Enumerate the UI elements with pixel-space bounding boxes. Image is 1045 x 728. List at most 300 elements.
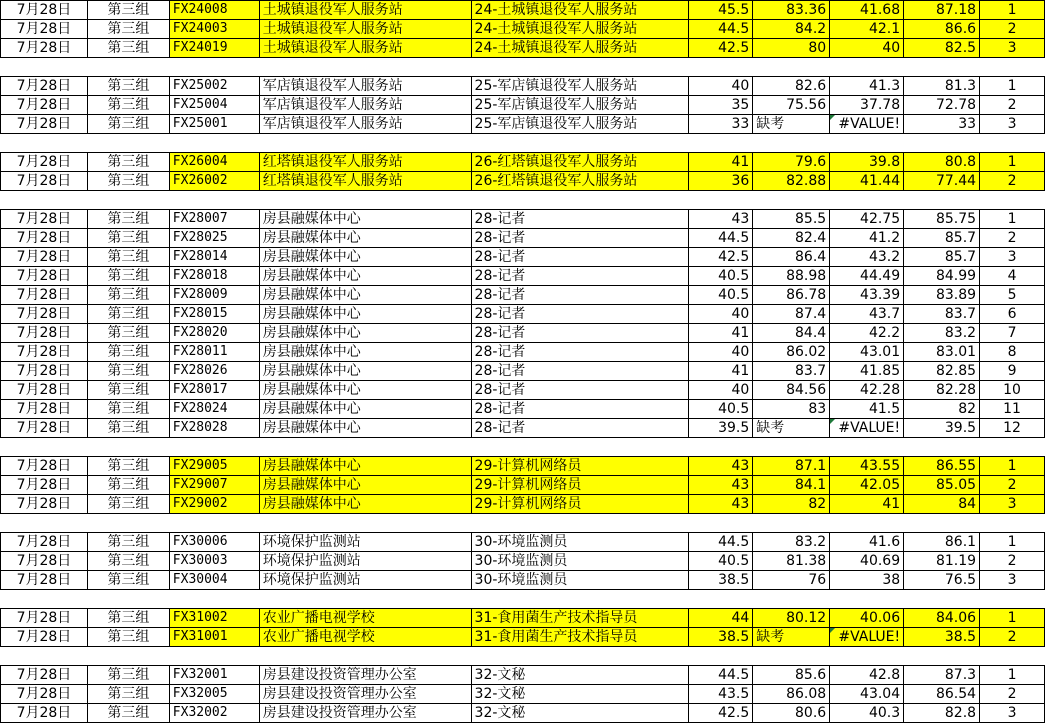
interview-score-cell[interactable]: 82.6 xyxy=(753,77,830,96)
candidate-id-cell[interactable]: FX25001 xyxy=(169,115,259,134)
candidate-id-cell[interactable]: FX24003 xyxy=(169,20,259,39)
group-cell[interactable]: 第三组 xyxy=(87,172,169,191)
empty-cell[interactable] xyxy=(259,514,471,533)
employer-cell[interactable]: 房县融媒体中心 xyxy=(259,210,471,229)
group-cell[interactable]: 第三组 xyxy=(87,96,169,115)
empty-cell[interactable] xyxy=(169,191,259,210)
date-cell[interactable]: 7月28日 xyxy=(1,419,88,438)
employer-cell[interactable]: 红塔镇退役军人服务站 xyxy=(259,153,471,172)
total-score-cell[interactable]: 77.44 xyxy=(904,172,980,191)
empty-cell[interactable] xyxy=(471,58,689,77)
group-cell[interactable]: 第三组 xyxy=(87,77,169,96)
total-score-cell[interactable]: 85.75 xyxy=(904,210,980,229)
candidate-id-cell[interactable]: FX31002 xyxy=(169,609,259,628)
total-score-cell[interactable]: 82.8 xyxy=(904,704,980,723)
interview-weighted-cell[interactable]: 41.85 xyxy=(830,362,904,381)
candidate-id-cell[interactable]: FX28025 xyxy=(169,229,259,248)
interview-score-cell[interactable]: 81.38 xyxy=(753,552,830,571)
rank-cell[interactable]: 3 xyxy=(980,495,1045,514)
total-score-cell[interactable]: 86.55 xyxy=(904,457,980,476)
group-cell[interactable]: 第三组 xyxy=(87,495,169,514)
employer-cell[interactable]: 房县建设投资管理办公室 xyxy=(259,666,471,685)
date-cell[interactable]: 7月28日 xyxy=(1,324,88,343)
written-score-cell[interactable]: 33 xyxy=(689,115,753,134)
position-cell[interactable]: 28-记者 xyxy=(471,248,689,267)
interview-weighted-cell[interactable]: 41.44 xyxy=(830,172,904,191)
written-score-cell[interactable]: 44.5 xyxy=(689,229,753,248)
employer-cell[interactable]: 房县融媒体中心 xyxy=(259,248,471,267)
rank-cell[interactable]: 2 xyxy=(980,172,1045,191)
position-cell[interactable]: 31-食用菌生产技术指导员 xyxy=(471,628,689,647)
total-score-cell[interactable]: 81.3 xyxy=(904,77,980,96)
position-cell[interactable]: 28-记者 xyxy=(471,324,689,343)
employer-cell[interactable]: 农业广播电视学校 xyxy=(259,628,471,647)
candidate-id-cell[interactable]: FX26004 xyxy=(169,153,259,172)
rank-cell[interactable]: 1 xyxy=(980,210,1045,229)
total-score-cell[interactable]: 87.18 xyxy=(904,1,980,20)
interview-score-cell[interactable]: 85.6 xyxy=(753,666,830,685)
date-cell[interactable]: 7月28日 xyxy=(1,400,88,419)
employer-cell[interactable]: 军店镇退役军人服务站 xyxy=(259,96,471,115)
empty-cell[interactable] xyxy=(169,58,259,77)
interview-score-cell[interactable]: 87.1 xyxy=(753,457,830,476)
total-score-cell[interactable]: 86.54 xyxy=(904,685,980,704)
written-score-cell[interactable]: 44.5 xyxy=(689,666,753,685)
candidate-id-cell[interactable]: FX25004 xyxy=(169,96,259,115)
position-cell[interactable]: 25-军店镇退役军人服务站 xyxy=(471,77,689,96)
candidate-id-cell[interactable]: FX28007 xyxy=(169,210,259,229)
candidate-id-cell[interactable]: FX28014 xyxy=(169,248,259,267)
position-cell[interactable]: 28-记者 xyxy=(471,381,689,400)
written-score-cell[interactable]: 42.5 xyxy=(689,704,753,723)
rank-cell[interactable]: 9 xyxy=(980,362,1045,381)
employer-cell[interactable]: 房县融媒体中心 xyxy=(259,495,471,514)
interview-weighted-cell[interactable]: 40.06 xyxy=(830,609,904,628)
total-score-cell[interactable]: 83.2 xyxy=(904,324,980,343)
position-cell[interactable]: 26-红塔镇退役军人服务站 xyxy=(471,172,689,191)
group-cell[interactable]: 第三组 xyxy=(87,571,169,590)
interview-score-cell[interactable]: 84.56 xyxy=(753,381,830,400)
interview-weighted-cell[interactable]: #VALUE! xyxy=(830,115,904,134)
employer-cell[interactable]: 土城镇退役军人服务站 xyxy=(259,39,471,58)
rank-cell[interactable]: 1 xyxy=(980,1,1045,20)
position-cell[interactable]: 28-记者 xyxy=(471,362,689,381)
rank-cell[interactable]: 3 xyxy=(980,248,1045,267)
written-score-cell[interactable]: 40.5 xyxy=(689,286,753,305)
group-cell[interactable]: 第三组 xyxy=(87,229,169,248)
written-score-cell[interactable]: 43 xyxy=(689,457,753,476)
group-cell[interactable]: 第三组 xyxy=(87,552,169,571)
position-cell[interactable]: 32-文秘 xyxy=(471,704,689,723)
empty-cell[interactable] xyxy=(87,58,169,77)
employer-cell[interactable]: 房县融媒体中心 xyxy=(259,305,471,324)
rank-cell[interactable]: 1 xyxy=(980,666,1045,685)
interview-score-cell[interactable]: 84.2 xyxy=(753,20,830,39)
empty-cell[interactable] xyxy=(87,514,169,533)
empty-cell[interactable] xyxy=(904,514,980,533)
empty-cell[interactable] xyxy=(753,590,830,609)
interview-score-cell[interactable]: 87.4 xyxy=(753,305,830,324)
group-cell[interactable]: 第三组 xyxy=(87,153,169,172)
total-score-cell[interactable]: 83.01 xyxy=(904,343,980,362)
position-cell[interactable]: 24-土城镇退役军人服务站 xyxy=(471,39,689,58)
date-cell[interactable]: 7月28日 xyxy=(1,115,88,134)
empty-cell[interactable] xyxy=(169,590,259,609)
empty-cell[interactable] xyxy=(980,438,1045,457)
employer-cell[interactable]: 农业广播电视学校 xyxy=(259,609,471,628)
date-cell[interactable]: 7月28日 xyxy=(1,77,88,96)
empty-cell[interactable] xyxy=(87,438,169,457)
empty-cell[interactable] xyxy=(980,647,1045,666)
candidate-id-cell[interactable]: FX32002 xyxy=(169,704,259,723)
employer-cell[interactable]: 土城镇退役军人服务站 xyxy=(259,20,471,39)
total-score-cell[interactable]: 82.5 xyxy=(904,39,980,58)
employer-cell[interactable]: 房县融媒体中心 xyxy=(259,457,471,476)
interview-weighted-cell[interactable]: 38 xyxy=(830,571,904,590)
written-score-cell[interactable]: 40.5 xyxy=(689,267,753,286)
candidate-id-cell[interactable]: FX24019 xyxy=(169,39,259,58)
interview-score-cell[interactable]: 80.6 xyxy=(753,704,830,723)
group-cell[interactable]: 第三组 xyxy=(87,400,169,419)
rank-cell[interactable]: 3 xyxy=(980,115,1045,134)
interview-score-cell[interactable]: 82.88 xyxy=(753,172,830,191)
written-score-cell[interactable]: 44.5 xyxy=(689,20,753,39)
empty-cell[interactable] xyxy=(1,134,88,153)
interview-score-cell[interactable]: 83.7 xyxy=(753,362,830,381)
employer-cell[interactable]: 房县融媒体中心 xyxy=(259,362,471,381)
empty-cell[interactable] xyxy=(259,58,471,77)
interview-score-cell[interactable]: 80 xyxy=(753,39,830,58)
empty-cell[interactable] xyxy=(471,134,689,153)
empty-cell[interactable] xyxy=(169,514,259,533)
written-score-cell[interactable]: 36 xyxy=(689,172,753,191)
date-cell[interactable]: 7月28日 xyxy=(1,495,88,514)
empty-cell[interactable] xyxy=(904,191,980,210)
group-cell[interactable]: 第三组 xyxy=(87,20,169,39)
written-score-cell[interactable]: 42.5 xyxy=(689,248,753,267)
written-score-cell[interactable]: 44 xyxy=(689,609,753,628)
group-cell[interactable]: 第三组 xyxy=(87,39,169,58)
candidate-id-cell[interactable]: FX28024 xyxy=(169,400,259,419)
written-score-cell[interactable]: 43.5 xyxy=(689,685,753,704)
interview-weighted-cell[interactable]: 42.8 xyxy=(830,666,904,685)
candidate-id-cell[interactable]: FX25002 xyxy=(169,77,259,96)
interview-score-cell[interactable]: 79.6 xyxy=(753,153,830,172)
interview-weighted-cell[interactable]: 43.2 xyxy=(830,248,904,267)
candidate-id-cell[interactable]: FX28015 xyxy=(169,305,259,324)
interview-score-cell[interactable]: 83.2 xyxy=(753,533,830,552)
empty-cell[interactable] xyxy=(830,191,904,210)
candidate-id-cell[interactable]: FX28009 xyxy=(169,286,259,305)
empty-cell[interactable] xyxy=(87,191,169,210)
interview-score-cell[interactable]: 82.4 xyxy=(753,229,830,248)
interview-score-cell[interactable]: 82 xyxy=(753,495,830,514)
date-cell[interactable]: 7月28日 xyxy=(1,609,88,628)
total-score-cell[interactable]: 85.7 xyxy=(904,248,980,267)
empty-cell[interactable] xyxy=(259,647,471,666)
interview-score-cell[interactable]: 缺考 xyxy=(753,115,830,134)
group-cell[interactable]: 第三组 xyxy=(87,628,169,647)
candidate-id-cell[interactable]: FX31001 xyxy=(169,628,259,647)
position-cell[interactable]: 29-计算机网络员 xyxy=(471,457,689,476)
employer-cell[interactable]: 土城镇退役军人服务站 xyxy=(259,1,471,20)
rank-cell[interactable]: 1 xyxy=(980,533,1045,552)
total-score-cell[interactable]: 82.85 xyxy=(904,362,980,381)
empty-cell[interactable] xyxy=(1,647,88,666)
date-cell[interactable]: 7月28日 xyxy=(1,476,88,495)
position-cell[interactable]: 24-土城镇退役军人服务站 xyxy=(471,1,689,20)
rank-cell[interactable]: 2 xyxy=(980,96,1045,115)
group-cell[interactable]: 第三组 xyxy=(87,666,169,685)
group-cell[interactable]: 第三组 xyxy=(87,476,169,495)
empty-cell[interactable] xyxy=(904,590,980,609)
candidate-id-cell[interactable]: FX28018 xyxy=(169,267,259,286)
total-score-cell[interactable]: 80.8 xyxy=(904,153,980,172)
employer-cell[interactable]: 房县融媒体中心 xyxy=(259,400,471,419)
written-score-cell[interactable]: 44.5 xyxy=(689,533,753,552)
candidate-id-cell[interactable]: FX30006 xyxy=(169,533,259,552)
total-score-cell[interactable]: 72.78 xyxy=(904,96,980,115)
empty-cell[interactable] xyxy=(1,58,88,77)
candidate-id-cell[interactable]: FX28020 xyxy=(169,324,259,343)
total-score-cell[interactable]: 81.19 xyxy=(904,552,980,571)
position-cell[interactable]: 32-文秘 xyxy=(471,666,689,685)
empty-cell[interactable] xyxy=(471,191,689,210)
interview-weighted-cell[interactable]: 42.28 xyxy=(830,381,904,400)
position-cell[interactable]: 28-记者 xyxy=(471,305,689,324)
interview-weighted-cell[interactable]: 41.68 xyxy=(830,1,904,20)
rank-cell[interactable]: 12 xyxy=(980,419,1045,438)
interview-weighted-cell[interactable]: 40 xyxy=(830,39,904,58)
employer-cell[interactable]: 房县融媒体中心 xyxy=(259,267,471,286)
candidate-id-cell[interactable]: FX29007 xyxy=(169,476,259,495)
rank-cell[interactable]: 2 xyxy=(980,685,1045,704)
group-cell[interactable]: 第三组 xyxy=(87,324,169,343)
empty-cell[interactable] xyxy=(1,514,88,533)
interview-weighted-cell[interactable]: 43.01 xyxy=(830,343,904,362)
position-cell[interactable]: 30-环境监测员 xyxy=(471,552,689,571)
rank-cell[interactable]: 7 xyxy=(980,324,1045,343)
empty-cell[interactable] xyxy=(904,647,980,666)
rank-cell[interactable]: 1 xyxy=(980,609,1045,628)
empty-cell[interactable] xyxy=(904,438,980,457)
empty-cell[interactable] xyxy=(87,134,169,153)
interview-weighted-cell[interactable]: #VALUE! xyxy=(830,628,904,647)
empty-cell[interactable] xyxy=(753,514,830,533)
empty-cell[interactable] xyxy=(471,590,689,609)
written-score-cell[interactable]: 40 xyxy=(689,343,753,362)
position-cell[interactable]: 26-红塔镇退役军人服务站 xyxy=(471,153,689,172)
interview-weighted-cell[interactable]: 43.04 xyxy=(830,685,904,704)
candidate-id-cell[interactable]: FX26002 xyxy=(169,172,259,191)
employer-cell[interactable]: 房县融媒体中心 xyxy=(259,229,471,248)
written-score-cell[interactable]: 43 xyxy=(689,210,753,229)
interview-score-cell[interactable]: 85.5 xyxy=(753,210,830,229)
interview-score-cell[interactable]: 84.1 xyxy=(753,476,830,495)
position-cell[interactable]: 25-军店镇退役军人服务站 xyxy=(471,115,689,134)
date-cell[interactable]: 7月28日 xyxy=(1,381,88,400)
candidate-id-cell[interactable]: FX30004 xyxy=(169,571,259,590)
group-cell[interactable]: 第三组 xyxy=(87,704,169,723)
empty-cell[interactable] xyxy=(689,647,753,666)
written-score-cell[interactable]: 39.5 xyxy=(689,419,753,438)
total-score-cell[interactable]: 86.6 xyxy=(904,20,980,39)
empty-cell[interactable] xyxy=(471,438,689,457)
interview-weighted-cell[interactable]: #VALUE! xyxy=(830,419,904,438)
position-cell[interactable]: 31-食用菌生产技术指导员 xyxy=(471,609,689,628)
empty-cell[interactable] xyxy=(753,134,830,153)
rank-cell[interactable]: 2 xyxy=(980,229,1045,248)
date-cell[interactable]: 7月28日 xyxy=(1,286,88,305)
empty-cell[interactable] xyxy=(259,438,471,457)
total-score-cell[interactable]: 86.1 xyxy=(904,533,980,552)
employer-cell[interactable]: 房县融媒体中心 xyxy=(259,419,471,438)
empty-cell[interactable] xyxy=(753,191,830,210)
candidate-id-cell[interactable]: FX24008 xyxy=(169,1,259,20)
group-cell[interactable]: 第三组 xyxy=(87,305,169,324)
interview-weighted-cell[interactable]: 42.05 xyxy=(830,476,904,495)
empty-cell[interactable] xyxy=(830,647,904,666)
rank-cell[interactable]: 1 xyxy=(980,77,1045,96)
empty-cell[interactable] xyxy=(980,134,1045,153)
total-score-cell[interactable]: 33 xyxy=(904,115,980,134)
total-score-cell[interactable]: 83.89 xyxy=(904,286,980,305)
interview-score-cell[interactable]: 缺考 xyxy=(753,419,830,438)
rank-cell[interactable]: 3 xyxy=(980,571,1045,590)
group-cell[interactable]: 第三组 xyxy=(87,457,169,476)
candidate-id-cell[interactable]: FX29002 xyxy=(169,495,259,514)
employer-cell[interactable]: 房县融媒体中心 xyxy=(259,324,471,343)
date-cell[interactable]: 7月28日 xyxy=(1,210,88,229)
group-cell[interactable]: 第三组 xyxy=(87,115,169,134)
interview-weighted-cell[interactable]: 43.7 xyxy=(830,305,904,324)
total-score-cell[interactable]: 85.7 xyxy=(904,229,980,248)
empty-cell[interactable] xyxy=(1,590,88,609)
employer-cell[interactable]: 环境保护监测站 xyxy=(259,552,471,571)
total-score-cell[interactable]: 76.5 xyxy=(904,571,980,590)
written-score-cell[interactable]: 40 xyxy=(689,305,753,324)
date-cell[interactable]: 7月28日 xyxy=(1,229,88,248)
rank-cell[interactable]: 3 xyxy=(980,704,1045,723)
total-score-cell[interactable]: 84.06 xyxy=(904,609,980,628)
empty-cell[interactable] xyxy=(169,134,259,153)
position-cell[interactable]: 28-记者 xyxy=(471,419,689,438)
written-score-cell[interactable]: 35 xyxy=(689,96,753,115)
interview-score-cell[interactable]: 84.4 xyxy=(753,324,830,343)
total-score-cell[interactable]: 82 xyxy=(904,400,980,419)
total-score-cell[interactable]: 84.99 xyxy=(904,267,980,286)
candidate-id-cell[interactable]: FX28028 xyxy=(169,419,259,438)
empty-cell[interactable] xyxy=(1,191,88,210)
position-cell[interactable]: 24-土城镇退役军人服务站 xyxy=(471,20,689,39)
empty-cell[interactable] xyxy=(689,590,753,609)
candidate-id-cell[interactable]: FX32005 xyxy=(169,685,259,704)
written-score-cell[interactable]: 43 xyxy=(689,495,753,514)
date-cell[interactable]: 7月28日 xyxy=(1,343,88,362)
position-cell[interactable]: 30-环境监测员 xyxy=(471,571,689,590)
empty-cell[interactable] xyxy=(980,514,1045,533)
employer-cell[interactable]: 军店镇退役军人服务站 xyxy=(259,77,471,96)
interview-weighted-cell[interactable]: 41.2 xyxy=(830,229,904,248)
empty-cell[interactable] xyxy=(753,58,830,77)
position-cell[interactable]: 25-军店镇退役军人服务站 xyxy=(471,96,689,115)
position-cell[interactable]: 30-环境监测员 xyxy=(471,533,689,552)
date-cell[interactable]: 7月28日 xyxy=(1,153,88,172)
date-cell[interactable]: 7月28日 xyxy=(1,628,88,647)
total-score-cell[interactable]: 38.5 xyxy=(904,628,980,647)
group-cell[interactable]: 第三组 xyxy=(87,343,169,362)
total-score-cell[interactable]: 84 xyxy=(904,495,980,514)
date-cell[interactable]: 7月28日 xyxy=(1,552,88,571)
rank-cell[interactable]: 2 xyxy=(980,628,1045,647)
employer-cell[interactable]: 房县融媒体中心 xyxy=(259,381,471,400)
interview-weighted-cell[interactable]: 42.75 xyxy=(830,210,904,229)
date-cell[interactable]: 7月28日 xyxy=(1,248,88,267)
rank-cell[interactable]: 2 xyxy=(980,476,1045,495)
rank-cell[interactable]: 2 xyxy=(980,552,1045,571)
position-cell[interactable]: 28-记者 xyxy=(471,400,689,419)
empty-cell[interactable] xyxy=(259,590,471,609)
interview-weighted-cell[interactable]: 43.55 xyxy=(830,457,904,476)
empty-cell[interactable] xyxy=(980,590,1045,609)
date-cell[interactable]: 7月28日 xyxy=(1,39,88,58)
empty-cell[interactable] xyxy=(259,191,471,210)
written-score-cell[interactable]: 41 xyxy=(689,153,753,172)
empty-cell[interactable] xyxy=(169,438,259,457)
empty-cell[interactable] xyxy=(689,514,753,533)
empty-cell[interactable] xyxy=(689,58,753,77)
date-cell[interactable]: 7月28日 xyxy=(1,172,88,191)
written-score-cell[interactable]: 40.5 xyxy=(689,400,753,419)
total-score-cell[interactable]: 87.3 xyxy=(904,666,980,685)
interview-weighted-cell[interactable]: 37.78 xyxy=(830,96,904,115)
interview-score-cell[interactable]: 86.78 xyxy=(753,286,830,305)
employer-cell[interactable]: 房县融媒体中心 xyxy=(259,286,471,305)
position-cell[interactable]: 28-记者 xyxy=(471,229,689,248)
group-cell[interactable]: 第三组 xyxy=(87,609,169,628)
total-score-cell[interactable]: 83.7 xyxy=(904,305,980,324)
total-score-cell[interactable]: 82.28 xyxy=(904,381,980,400)
written-score-cell[interactable]: 38.5 xyxy=(689,571,753,590)
rank-cell[interactable]: 1 xyxy=(980,457,1045,476)
interview-weighted-cell[interactable]: 41.3 xyxy=(830,77,904,96)
date-cell[interactable]: 7月28日 xyxy=(1,305,88,324)
group-cell[interactable]: 第三组 xyxy=(87,1,169,20)
rank-cell[interactable]: 8 xyxy=(980,343,1045,362)
employer-cell[interactable]: 房县融媒体中心 xyxy=(259,343,471,362)
date-cell[interactable]: 7月28日 xyxy=(1,1,88,20)
employer-cell[interactable]: 房县建设投资管理办公室 xyxy=(259,704,471,723)
rank-cell[interactable]: 11 xyxy=(980,400,1045,419)
group-cell[interactable]: 第三组 xyxy=(87,210,169,229)
written-score-cell[interactable]: 45.5 xyxy=(689,1,753,20)
candidate-id-cell[interactable]: FX28026 xyxy=(169,362,259,381)
interview-weighted-cell[interactable]: 39.8 xyxy=(830,153,904,172)
employer-cell[interactable]: 军店镇退役军人服务站 xyxy=(259,115,471,134)
rank-cell[interactable]: 5 xyxy=(980,286,1045,305)
empty-cell[interactable] xyxy=(471,647,689,666)
interview-weighted-cell[interactable]: 41.6 xyxy=(830,533,904,552)
empty-cell[interactable] xyxy=(1,438,88,457)
empty-cell[interactable] xyxy=(980,58,1045,77)
date-cell[interactable]: 7月28日 xyxy=(1,267,88,286)
interview-weighted-cell[interactable]: 43.39 xyxy=(830,286,904,305)
group-cell[interactable]: 第三组 xyxy=(87,267,169,286)
written-score-cell[interactable]: 42.5 xyxy=(689,39,753,58)
interview-score-cell[interactable]: 86.02 xyxy=(753,343,830,362)
candidate-id-cell[interactable]: FX32001 xyxy=(169,666,259,685)
interview-score-cell[interactable]: 83.36 xyxy=(753,1,830,20)
